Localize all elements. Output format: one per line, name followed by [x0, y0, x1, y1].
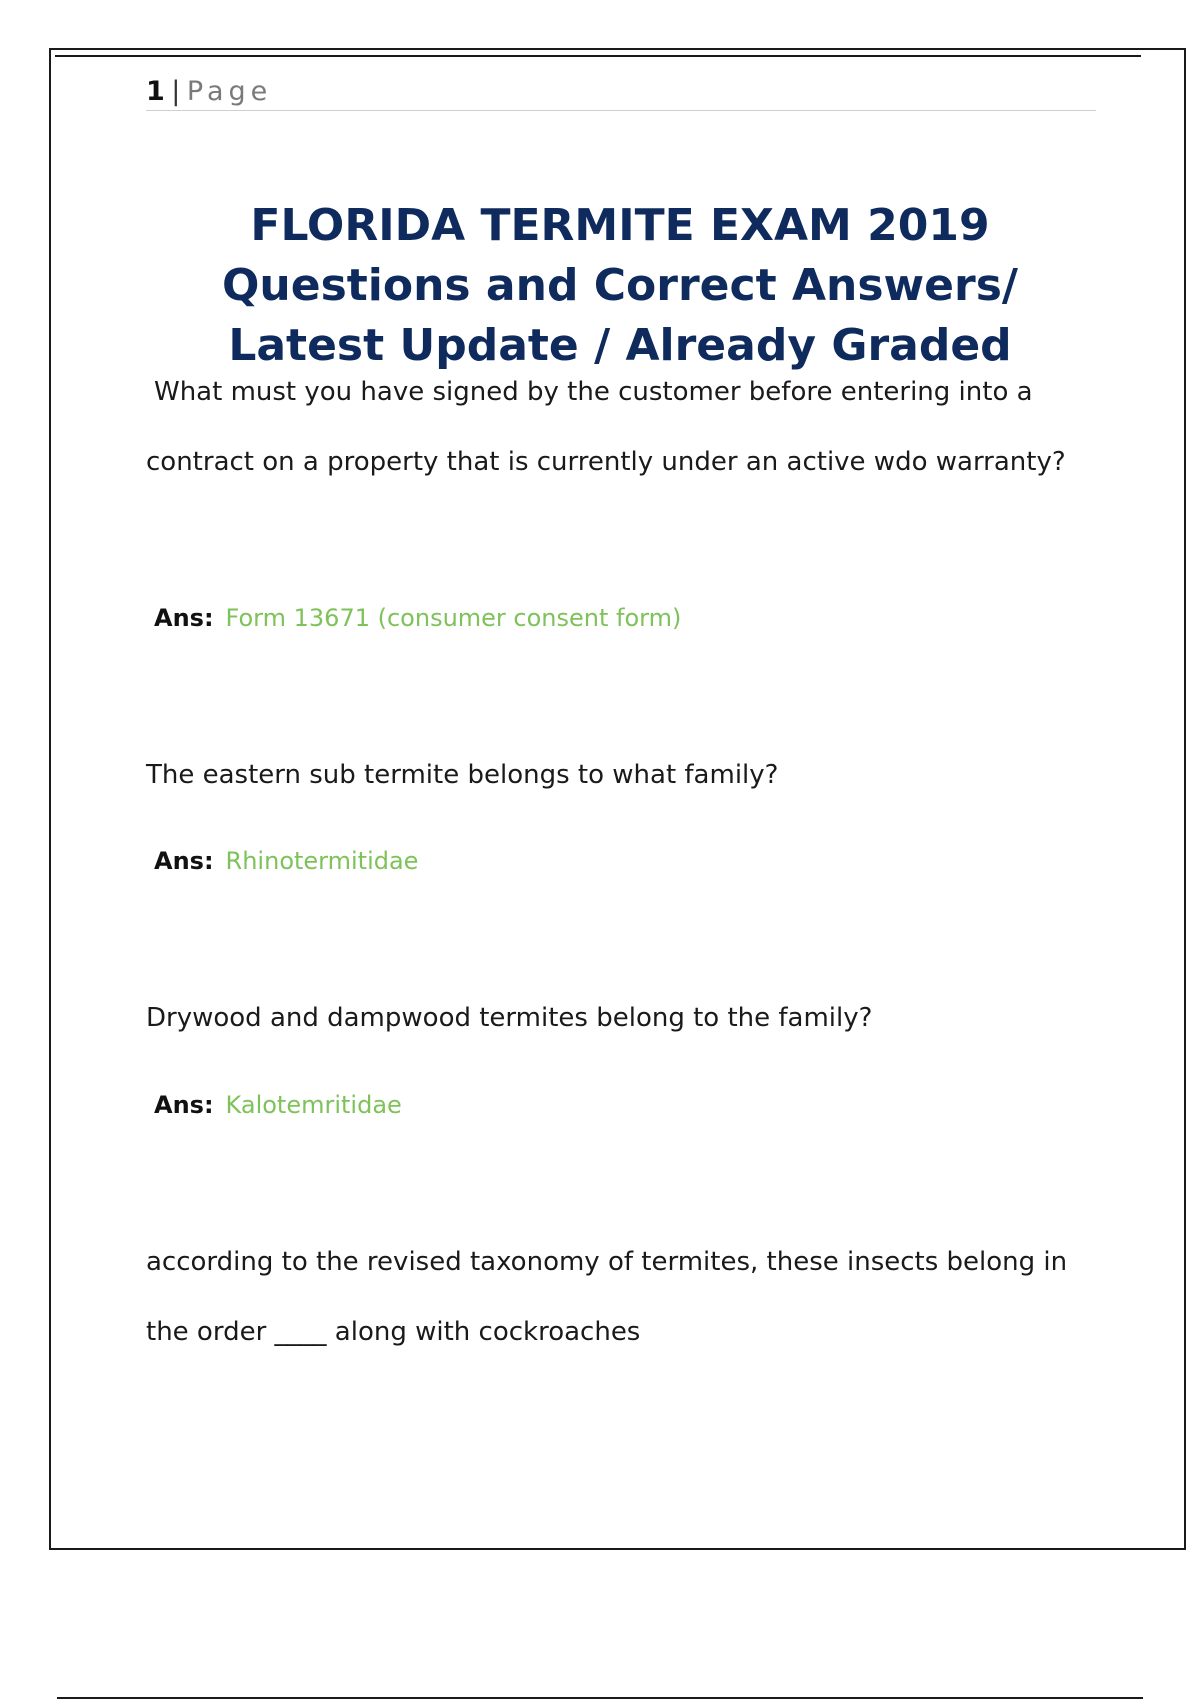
- answer-label: Ans:: [154, 1091, 214, 1119]
- bottom-rule: [57, 1697, 1143, 1699]
- document-title: FLORIDA TERMITE EXAM 2019 Questions and Correct Answers/ Latest Update / Already Graded: [222, 200, 1018, 371]
- qa-item-3: [146, 983, 1086, 1053]
- qa-item-4: [146, 1227, 1086, 1367]
- answer-text: Kalotemritidae: [225, 1091, 402, 1119]
- answer-label: Ans:: [154, 847, 214, 875]
- answer-text: Rhinotermitidae: [225, 847, 419, 875]
- answer: [154, 603, 681, 633]
- answer: [154, 846, 418, 876]
- qa-item-2: [146, 740, 1086, 810]
- page-separator: |: [171, 76, 181, 107]
- question-text: according to the revised taxonomy of termites, these insects belong in the order ____ along with cockroaches: [146, 1247, 1068, 1347]
- qa-item-1: [146, 357, 1086, 497]
- question-text: What must you have signed by the customer before entering into a contract on a property that is currently under an active wdo warranty?: [146, 377, 1066, 477]
- page-label: Page: [186, 76, 273, 107]
- answer-text: Form 13671 (consumer consent form): [225, 604, 682, 632]
- question-text: Drywood and dampwood termites belong to the family?: [146, 1003, 873, 1033]
- page-number: 1: [146, 76, 166, 107]
- question-text: The eastern sub termite belongs to what family?: [146, 760, 779, 790]
- top-rule: [55, 55, 1141, 57]
- page-header: [146, 74, 1096, 111]
- answer: [154, 1090, 402, 1120]
- answer-label: Ans:: [154, 604, 214, 632]
